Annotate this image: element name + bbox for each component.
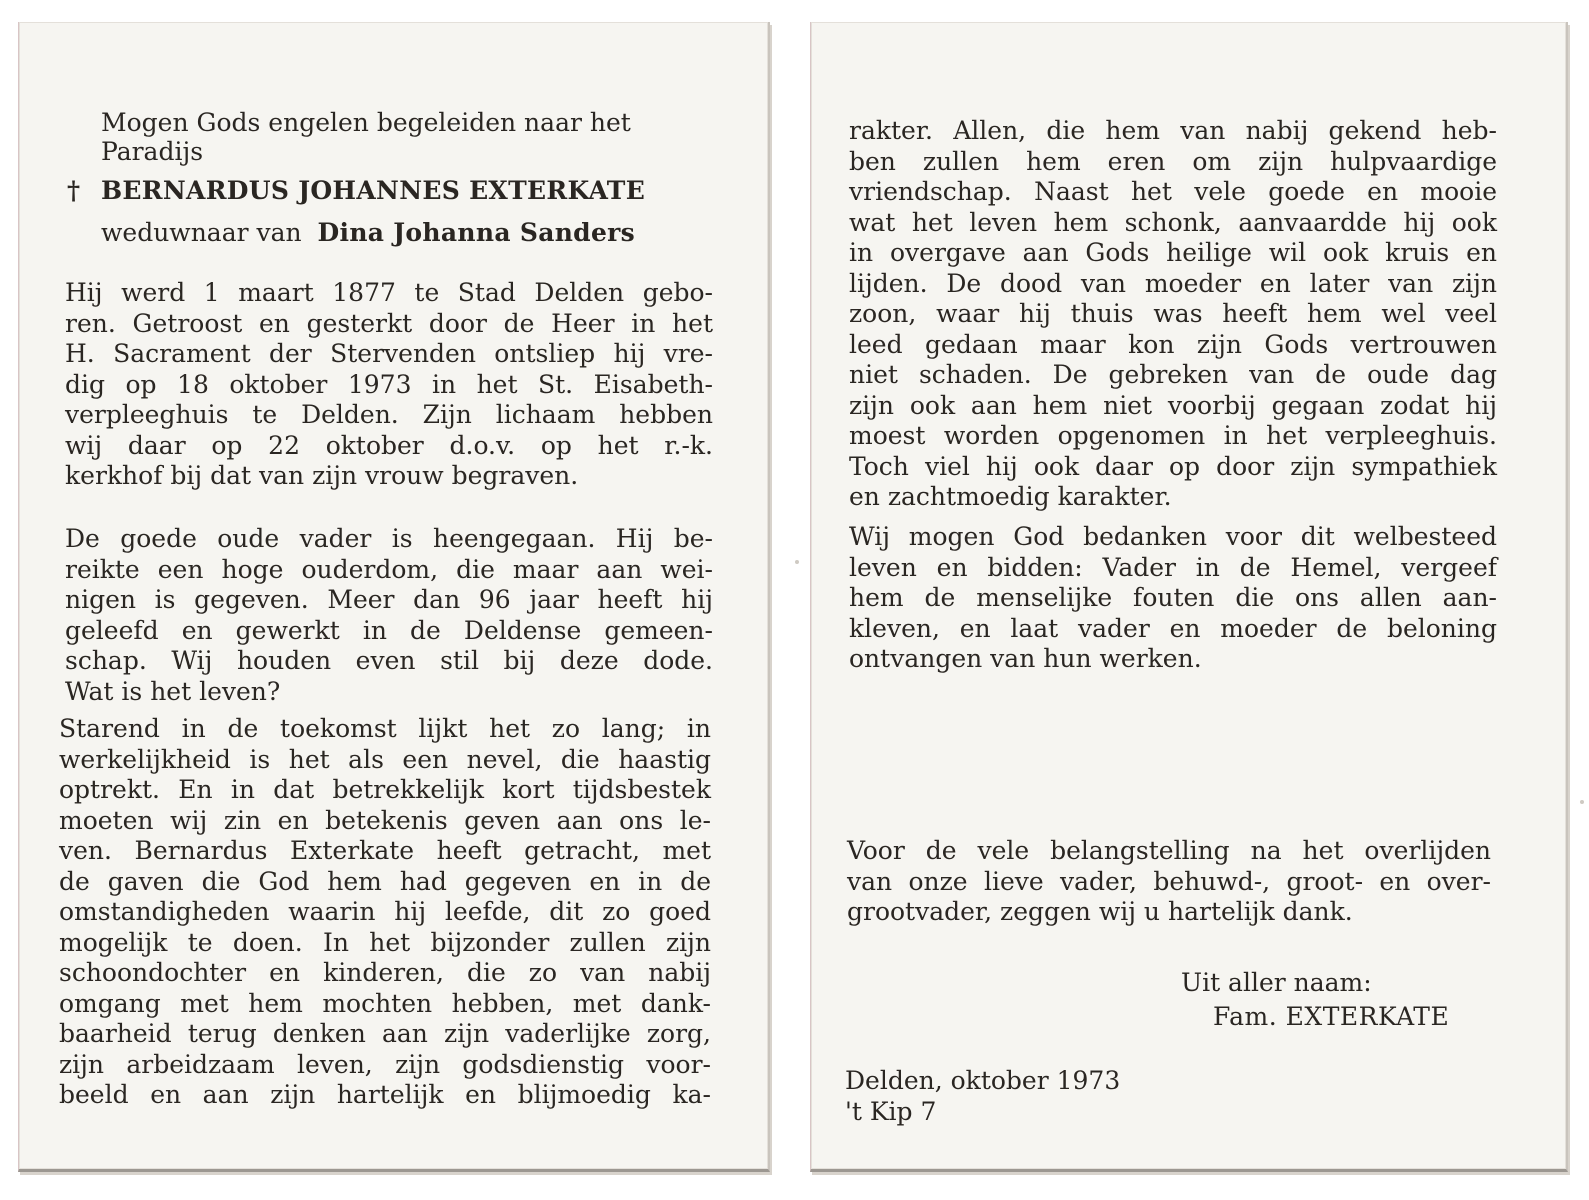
- text-line: vriendschap. Naast het vele goede en mooie: [849, 177, 1497, 206]
- text-line: Toch viel hij ook daar op door zijn sympathiek: [849, 451, 1497, 481]
- text-line: omstandigheden waarin hij leefde, dit zo goed: [59, 897, 711, 926]
- text-line: en zachtmoedig karakter.: [849, 482, 1172, 511]
- text-line: Voor de vele belangstelling na het overlijden: [847, 836, 1491, 865]
- text-line: de gaven die God hem had gegeven en in de: [59, 866, 711, 896]
- text-line: zoon, waar hij thuis was heeft hem wel veel: [849, 299, 1497, 328]
- text-line: grootvader, zeggen wij u hartelijk dank.: [847, 897, 1353, 926]
- text-line: baarheid terug denken aan zijn vaderlijke zorg,: [59, 1019, 711, 1048]
- text-line: zijn arbeidzaam leven, zijn godsdienstig voor-: [59, 1049, 711, 1079]
- text-line: lijden. De dood van moeder en later van zijn: [849, 268, 1497, 298]
- text-line: omgang met hem mochten hebben, met dank-: [59, 988, 711, 1018]
- address: 't Kip 7: [845, 1097, 937, 1126]
- left-card: [18, 22, 770, 1172]
- paragraph-old-father: [65, 524, 713, 707]
- text-line: kerkhof bij dat van zijn vrouw begraven.: [65, 461, 579, 490]
- text-line: schap. Wij houden even stil bij deze dode.: [65, 646, 713, 675]
- paper-speck: [1580, 800, 1584, 804]
- text-line: verpleeghuis te Delden. Zijn lichaam hebben: [65, 400, 713, 429]
- text-line: rakter. Allen, die hem van nabij gekend heb-: [849, 116, 1497, 145]
- text-line: ben zullen hem eren om zijn hulpvaardige: [849, 146, 1497, 176]
- text-line: De goede oude vader is heengegaan. Hij be-: [65, 524, 713, 553]
- text-line: van onze lieve vader, behuwd-, groot- en over-: [847, 866, 1491, 896]
- text-line: hem de menselijke fouten die ons allen aan-: [849, 583, 1497, 612]
- text-line: ontvangen van hun werken.: [849, 644, 1202, 673]
- text-line: beeld en aan zijn hartelijk en blijmoedig ka-: [59, 1080, 711, 1109]
- text-line: werkelijkheid is het als een nevel, die haastig: [59, 744, 711, 774]
- text-line: niet schaden. De gebreken van de oude dag: [849, 360, 1497, 389]
- text-line: ven. Bernardus Exterkate heeft getracht, met: [59, 836, 711, 865]
- deceased-name: BERNARDUS JOHANNES EXTERKATE: [101, 176, 646, 205]
- text-line: Wat is het leven?: [65, 676, 281, 706]
- spouse-name: Dina Johanna Sanders: [317, 218, 635, 247]
- text-line: H. Sacrament der Stervenden ontsliep hij vre-: [65, 339, 713, 368]
- text-line: dig op 18 oktober 1973 in het St. Eisabeth-: [65, 369, 713, 399]
- text-line: Starend in de toekomst lijkt het zo lang; in: [59, 714, 711, 743]
- text-line: Hij werd 1 maart 1877 te Stad Delden gebo-: [65, 278, 713, 307]
- text-line: ren. Getroost en gesterkt door de Heer in het: [65, 308, 713, 338]
- text-line: wij daar op 22 oktober d.o.v. op het r.-k.: [65, 430, 713, 460]
- paper-speck: [795, 560, 799, 564]
- deceased-name-line: [67, 176, 645, 207]
- text-line: leed gedaan maar kon zijn Gods vertrouwen: [849, 329, 1497, 359]
- signature-intro: Uit aller naam:: [1181, 968, 1372, 997]
- text-line: nigen is gegeven. Meer dan 96 jaar heeft hij: [65, 585, 713, 614]
- widow-line: [101, 218, 635, 249]
- paragraph-birth-death: [65, 278, 713, 492]
- text-line: reikte een hoge ouderdom, die maar aan wei-: [65, 554, 713, 584]
- place-date: Delden, oktober 1973: [845, 1066, 1121, 1095]
- paragraph-character: [849, 116, 1497, 513]
- text-line: moest worden opgenomen in het verpleeghuis.: [849, 421, 1497, 450]
- text-line: zijn ook aan hem niet voorbij gegaan zodat hij: [849, 390, 1497, 420]
- cross-icon: †: [67, 176, 81, 205]
- widow-prefix: weduwnaar van: [101, 218, 302, 247]
- text-line: kleven, en laat vader en moeder de beloning: [849, 613, 1497, 643]
- paragraph-prayer: [849, 522, 1497, 675]
- text-line: Wij mogen God bedanken voor dit welbesteed: [849, 522, 1497, 551]
- text-line: mogelijk te doen. In het bijzonder zullen zijn: [59, 927, 711, 957]
- signature-name: Fam. EXTERKATE: [1213, 1002, 1450, 1031]
- prayer-text: Mogen Gods engelen begeleiden naar het Paradijs: [101, 108, 631, 166]
- text-line: leven en bidden: Vader in de Hemel, vergeef: [849, 552, 1497, 582]
- text-line: schoondochter en kinderen, die zo van nabij: [59, 958, 711, 987]
- text-line: in overgave aan Gods heilige wil ook kruis en: [849, 238, 1497, 267]
- paragraph-life-reflection: [59, 714, 711, 1111]
- paragraph-thanks: [847, 836, 1491, 928]
- text-line: optrekt. En in dat betrekkelijk kort tijdsbestek: [59, 775, 711, 804]
- right-card: [810, 22, 1568, 1172]
- text-line: moeten wij zin en betekenis geven aan ons le-: [59, 805, 711, 835]
- text-line: geleefd en gewerkt in de Deldense gemeen-: [65, 615, 713, 645]
- text-line: wat het leven hem schonk, aanvaardde hij ook: [849, 207, 1497, 237]
